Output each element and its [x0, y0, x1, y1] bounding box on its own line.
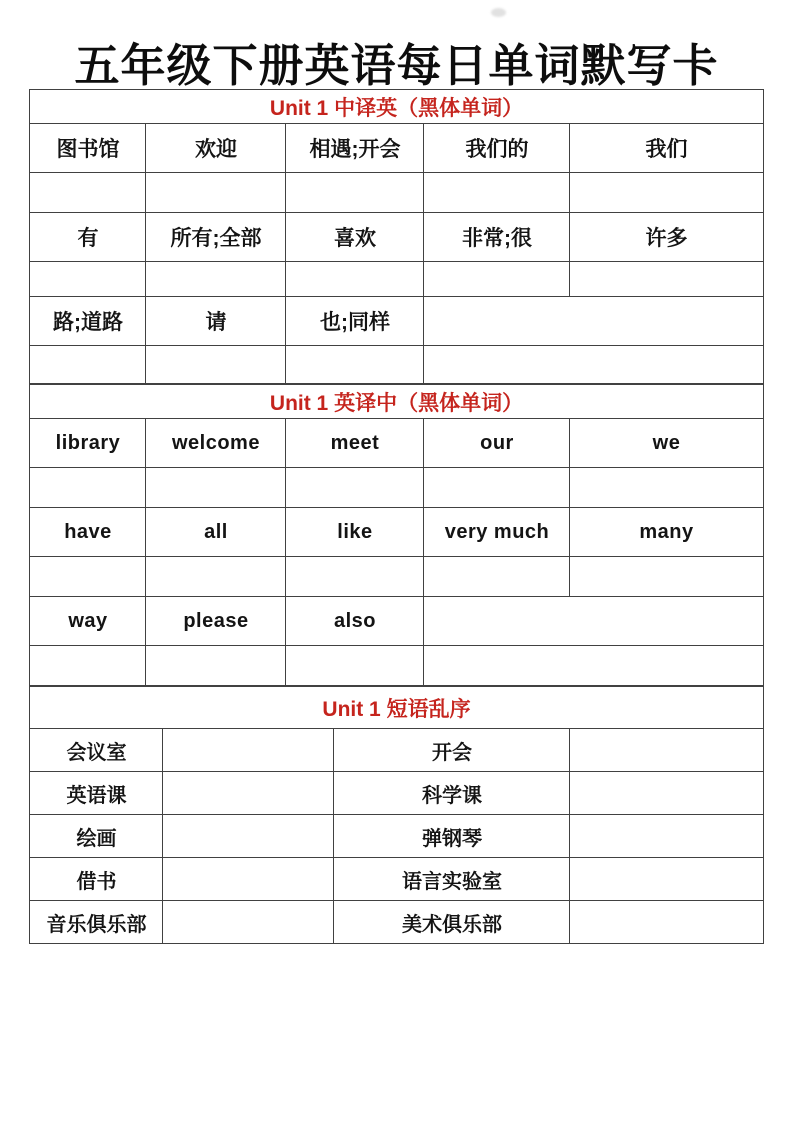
empty-region — [424, 297, 763, 346]
answer-row-short — [30, 346, 763, 384]
word-cell: 图书馆 — [30, 124, 146, 173]
answer-cell — [570, 858, 763, 901]
phrase-cell: 科学课 — [334, 772, 570, 815]
word-row-short — [30, 597, 763, 646]
word-cell: 非常;很 — [424, 213, 570, 262]
section-title: Unit 1 中译英（黑体单词） — [30, 90, 763, 124]
phrase-cell: 借书 — [30, 858, 163, 901]
answer-row-short — [30, 646, 763, 686]
word-cell: 欢迎 — [146, 124, 286, 173]
answer-cell — [163, 815, 334, 858]
answer-cell — [146, 173, 286, 213]
word-cell: please — [146, 597, 286, 646]
empty-region — [424, 646, 763, 686]
word-row — [30, 124, 763, 173]
word-cell: 喜欢 — [286, 213, 424, 262]
answer-cell — [146, 557, 286, 597]
word-cell: our — [424, 419, 570, 468]
section-title: Unit 1 短语乱序 — [30, 687, 763, 729]
answer-cell — [570, 262, 763, 297]
answer-cell — [424, 262, 570, 297]
section-title-row — [30, 385, 763, 419]
phrase-cell: 会议室 — [30, 729, 163, 772]
answer-row — [30, 468, 763, 508]
word-cell: library — [30, 419, 146, 468]
answer-cell — [30, 346, 146, 384]
section-title-row — [30, 687, 763, 729]
answer-cell — [570, 901, 763, 944]
table-phrases — [29, 686, 763, 944]
answer-cell — [30, 173, 146, 213]
word-cell: have — [30, 508, 146, 557]
answer-cell — [286, 557, 424, 597]
word-cell: 也;同样 — [286, 297, 424, 346]
answer-cell — [286, 468, 424, 508]
answer-cell — [30, 557, 146, 597]
word-cell: 相遇;开会 — [286, 124, 424, 173]
answer-cell — [570, 772, 763, 815]
word-cell: also — [286, 597, 424, 646]
answer-cell — [163, 729, 334, 772]
word-row — [30, 508, 763, 557]
answer-row — [30, 173, 763, 213]
answer-cell — [146, 468, 286, 508]
phrase-row — [30, 729, 763, 772]
word-row-short — [30, 297, 763, 346]
answer-cell — [424, 173, 570, 213]
phrase-cell: 弹钢琴 — [334, 815, 570, 858]
answer-cell — [163, 901, 334, 944]
word-cell: very much — [424, 508, 570, 557]
answer-cell — [570, 815, 763, 858]
phrase-cell: 开会 — [334, 729, 570, 772]
answer-cell — [286, 346, 424, 384]
word-row — [30, 419, 763, 468]
word-cell: welcome — [146, 419, 286, 468]
section-title-row — [30, 90, 763, 124]
answer-cell — [146, 346, 286, 384]
word-cell: 所有;全部 — [146, 213, 286, 262]
answer-cell — [163, 858, 334, 901]
word-cell: meet — [286, 419, 424, 468]
phrase-cell: 音乐俱乐部 — [30, 901, 163, 944]
phrase-cell: 英语课 — [30, 772, 163, 815]
answer-cell — [286, 262, 424, 297]
phrase-row — [30, 858, 763, 901]
smudge-mark — [491, 8, 506, 17]
answer-cell — [570, 173, 763, 213]
word-cell: way — [30, 597, 146, 646]
answer-cell — [570, 729, 763, 772]
answer-cell — [146, 262, 286, 297]
answer-cell — [30, 646, 146, 686]
answer-cell — [30, 468, 146, 508]
word-cell: we — [570, 419, 763, 468]
table-en-to-zh — [29, 384, 763, 686]
phrase-row — [30, 815, 763, 858]
word-cell: 许多 — [570, 213, 763, 262]
empty-region — [424, 597, 763, 646]
answer-cell — [570, 468, 763, 508]
answer-cell — [424, 557, 570, 597]
phrase-cell: 美术俱乐部 — [334, 901, 570, 944]
section-title: Unit 1 英译中（黑体单词） — [30, 385, 763, 419]
answer-cell — [286, 646, 424, 686]
word-cell: like — [286, 508, 424, 557]
word-cell: 有 — [30, 213, 146, 262]
word-cell: all — [146, 508, 286, 557]
phrase-cell: 语言实验室 — [334, 858, 570, 901]
empty-region — [424, 346, 763, 384]
answer-cell — [146, 646, 286, 686]
word-cell: 路;道路 — [30, 297, 146, 346]
answer-cell — [30, 262, 146, 297]
phrase-row — [30, 772, 763, 815]
word-cell: many — [570, 508, 763, 557]
answer-cell — [286, 173, 424, 213]
word-cell: 我们 — [570, 124, 763, 173]
answer-cell — [570, 557, 763, 597]
word-row — [30, 213, 763, 262]
table-zh-to-en — [29, 89, 763, 384]
word-cell: 请 — [146, 297, 286, 346]
answer-row — [30, 262, 763, 297]
word-cell: 我们的 — [424, 124, 570, 173]
page-title: 五年级下册英语每日单词默写卡 — [74, 40, 719, 91]
phrase-cell: 绘画 — [30, 815, 163, 858]
answer-row — [30, 557, 763, 597]
answer-cell — [424, 468, 570, 508]
phrase-row — [30, 901, 763, 944]
answer-cell — [163, 772, 334, 815]
